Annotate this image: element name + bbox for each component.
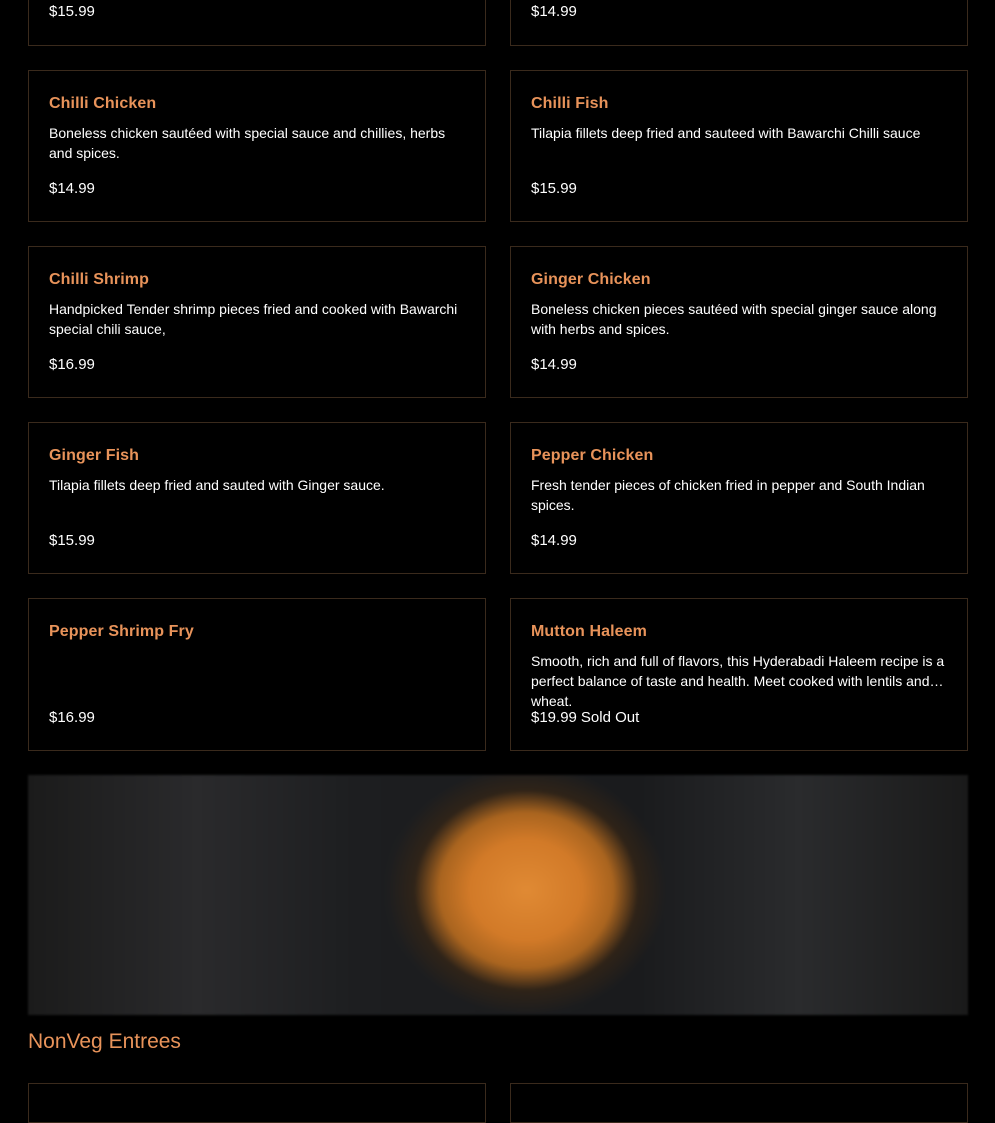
item-price: $15.99 <box>531 180 577 197</box>
item-description: Boneless chicken pieces sautéed with special ginger sauce along with herbs and spices. <box>531 301 937 337</box>
item-price-row <box>49 709 95 726</box>
item-price: $14.99 <box>531 356 577 373</box>
item-price-row <box>49 356 95 373</box>
item-price: $16.99 <box>49 709 95 726</box>
item-price-row <box>49 532 95 549</box>
item-price: $16.99 <box>49 356 95 373</box>
menu-card-pepper-chicken[interactable] <box>510 422 968 574</box>
menu-card-partial-right[interactable] <box>510 0 968 46</box>
item-price: $15.99 <box>49 3 95 20</box>
menu-card-pepper-shrimp-fry[interactable] <box>28 598 486 751</box>
menu-card-ginger-fish[interactable] <box>28 422 486 574</box>
item-description: Smooth, rich and full of flavors, this Hyderabadi Haleem recipe is a perfect balance of taste and health. Meet cooked with lentils and wheat. <box>531 653 945 709</box>
item-price-row <box>49 180 95 197</box>
item-price: $19.99 <box>531 709 577 726</box>
item-name: Pepper Chicken <box>531 447 654 464</box>
item-description: Tilapia fillets deep fried and sauted with Ginger sauce. <box>49 477 385 493</box>
section-banner-image <box>28 775 968 1015</box>
item-name: Chilli Chicken <box>49 95 157 112</box>
item-price: $14.99 <box>531 532 577 549</box>
item-name: Ginger Chicken <box>531 271 651 288</box>
item-price: $15.99 <box>49 532 95 549</box>
item-description: Tilapia fillets deep fried and sauteed with Bawarchi Chilli sauce <box>531 125 921 141</box>
item-name: Chilli Shrimp <box>49 271 149 288</box>
menu-card-partial-left[interactable] <box>28 0 486 46</box>
item-name: Pepper Shrimp Fry <box>49 623 194 640</box>
menu-card-next-left[interactable] <box>28 1083 486 1123</box>
menu-card-chilli-chicken[interactable] <box>28 70 486 222</box>
sold-out-badge: Sold Out <box>580 709 640 726</box>
menu-card-mutton-haleem[interactable] <box>510 598 968 751</box>
item-description: Boneless chicken sautéed with special sauce and chillies, herbs and spices. <box>49 125 446 161</box>
item-price-row <box>531 532 577 549</box>
item-description: Fresh tender pieces of chicken fried in pepper and South Indian spices. <box>531 477 925 513</box>
item-name: Chilli Fish <box>531 95 609 112</box>
menu-card-next-right[interactable] <box>510 1083 968 1123</box>
menu-card-ginger-chicken[interactable] <box>510 246 968 398</box>
item-name: Ginger Fish <box>49 447 139 464</box>
item-description: Handpicked Tender shrimp pieces fried and cooked with Bawarchi special chili sauce, <box>49 301 458 337</box>
section-title: NonVeg Entrees <box>28 1030 181 1053</box>
menu-card-chilli-shrimp[interactable] <box>28 246 486 398</box>
item-price-row <box>531 709 639 726</box>
item-price: $14.99 <box>531 3 577 20</box>
menu-card-chilli-fish[interactable] <box>510 70 968 222</box>
item-price: $14.99 <box>49 180 95 197</box>
item-name: Mutton Haleem <box>531 623 647 640</box>
item-price-row <box>531 180 577 197</box>
item-price-row <box>531 356 577 373</box>
